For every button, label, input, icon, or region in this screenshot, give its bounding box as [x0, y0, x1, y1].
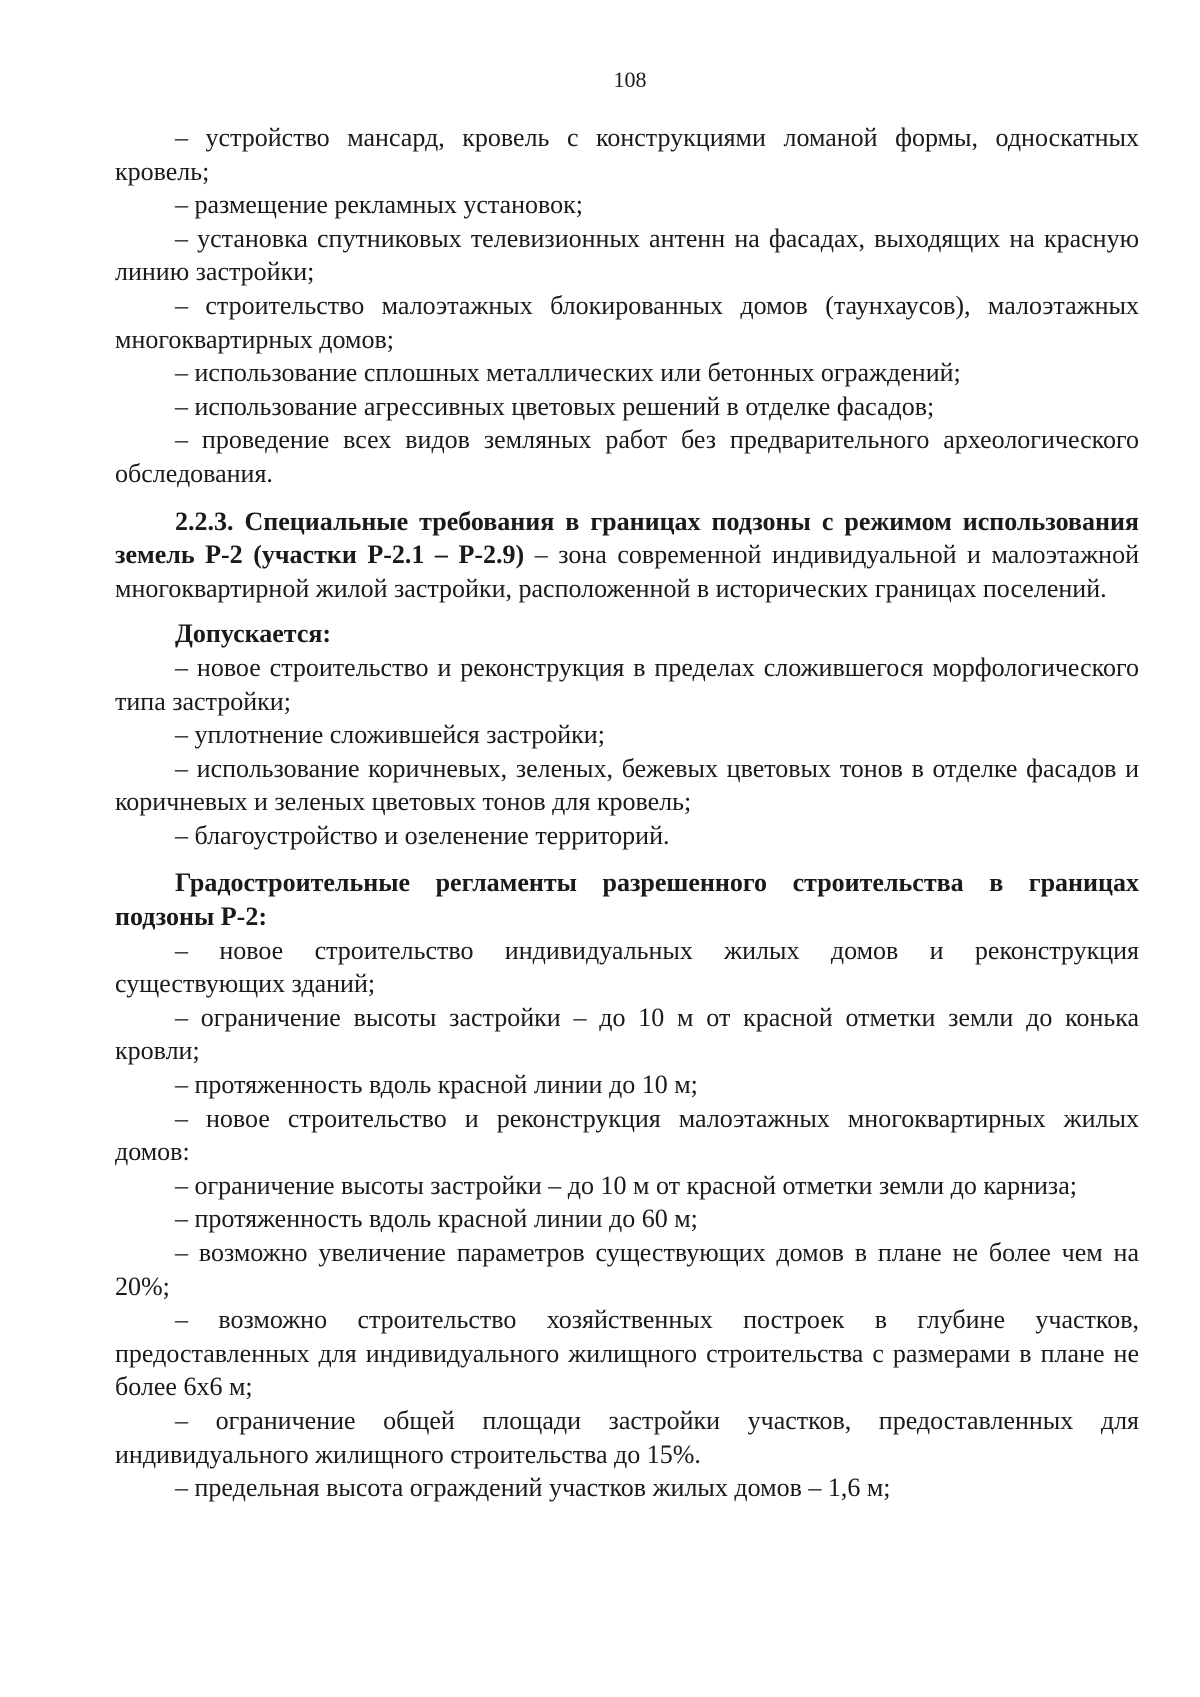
list-item: – проведение всех видов земляных работ без предварительного археологического обследования. [115, 425, 1139, 488]
section-heading [115, 505, 1139, 606]
list-item: – уплотнение сложившейся застройки; [175, 720, 605, 750]
document-body [115, 121, 1139, 1505]
list-item: – ограничение высоты застройки – до 10 м от красной отметки земли до карниза; [175, 1170, 1077, 1200]
list-item: – новое строительство и реконструкция малоэтажных многоквартирных жилых домов: [115, 1103, 1139, 1167]
list-item: – использование агрессивных цветовых решений в отделке фасадов; [175, 391, 935, 421]
list-item: – устройство мансард, кровель с конструкциями ломаной формы, односкатных кровель; [115, 123, 1139, 186]
list-item: – ограничение высоты застройки – до 10 м от красной отметки земли до конька кровли; [115, 1002, 1139, 1066]
list-item: – возможно строительство хозяйственных построек в глубине участков, предоставленных для индивидуального жилищного строительства с размерами в плане не более 6х6 м; [115, 1305, 1139, 1402]
list-item: – благоустройство и озеленение территорий. [175, 820, 670, 850]
section-heading-description: – зона современной индивидуальной и малоэтажной многоквартирной жилой застройки, расположенной в исторических границах поселений. [115, 540, 1139, 603]
section-heading-title: 2.2.3. Специальные требования в границах подзоны с режимом использования земель Р-2 (участки Р-2.1 – Р-2.9) [115, 506, 1139, 570]
list-item: – строительство малоэтажных блокированных домов (таунхаусов), малоэтажных многоквартирных домов; [115, 290, 1139, 354]
list-item: – использование сплошных металлических или бетонных ограждений; [175, 358, 961, 388]
page-number: 108 [613, 67, 647, 92]
list-item: – новое строительство и реконструкция в пределах сложившегося морфологического типа застройки; [115, 652, 1139, 716]
list-item: – предельная высота ограждений участков жилых домов – 1,6 м; [175, 1473, 891, 1503]
allowed-heading: Допускается: [175, 619, 332, 649]
list-item: – размещение рекламных установок; [175, 190, 584, 220]
list-item: – ограничение общей площади застройки участков, предоставленных для индивидуального жилищного строительства до 15%. [115, 1405, 1139, 1469]
regulations-heading: Градостроительные регламенты разрешенного строительства в границах подзоны Р-2: [115, 868, 1139, 932]
list-item: – возможно увеличение параметров существующих домов в плане не более чем на 20%; [115, 1238, 1139, 1301]
list-item: – новое строительство индивидуальных жилых домов и реконструкция существующих зданий; [115, 935, 1139, 999]
list-item: – протяженность вдоль красной линии до 60 м; [175, 1204, 698, 1234]
list-item: – использование коричневых, зеленых, бежевых цветовых тонов в отделке фасадов и коричневых и зеленых цветовых тонов для кровель; [115, 753, 1139, 817]
list-item: – протяженность вдоль красной линии до 10 м; [175, 1070, 698, 1100]
list-item: – установка спутниковых телевизионных антенн на фасадах, выходящих на красную линию застройки; [115, 223, 1139, 287]
